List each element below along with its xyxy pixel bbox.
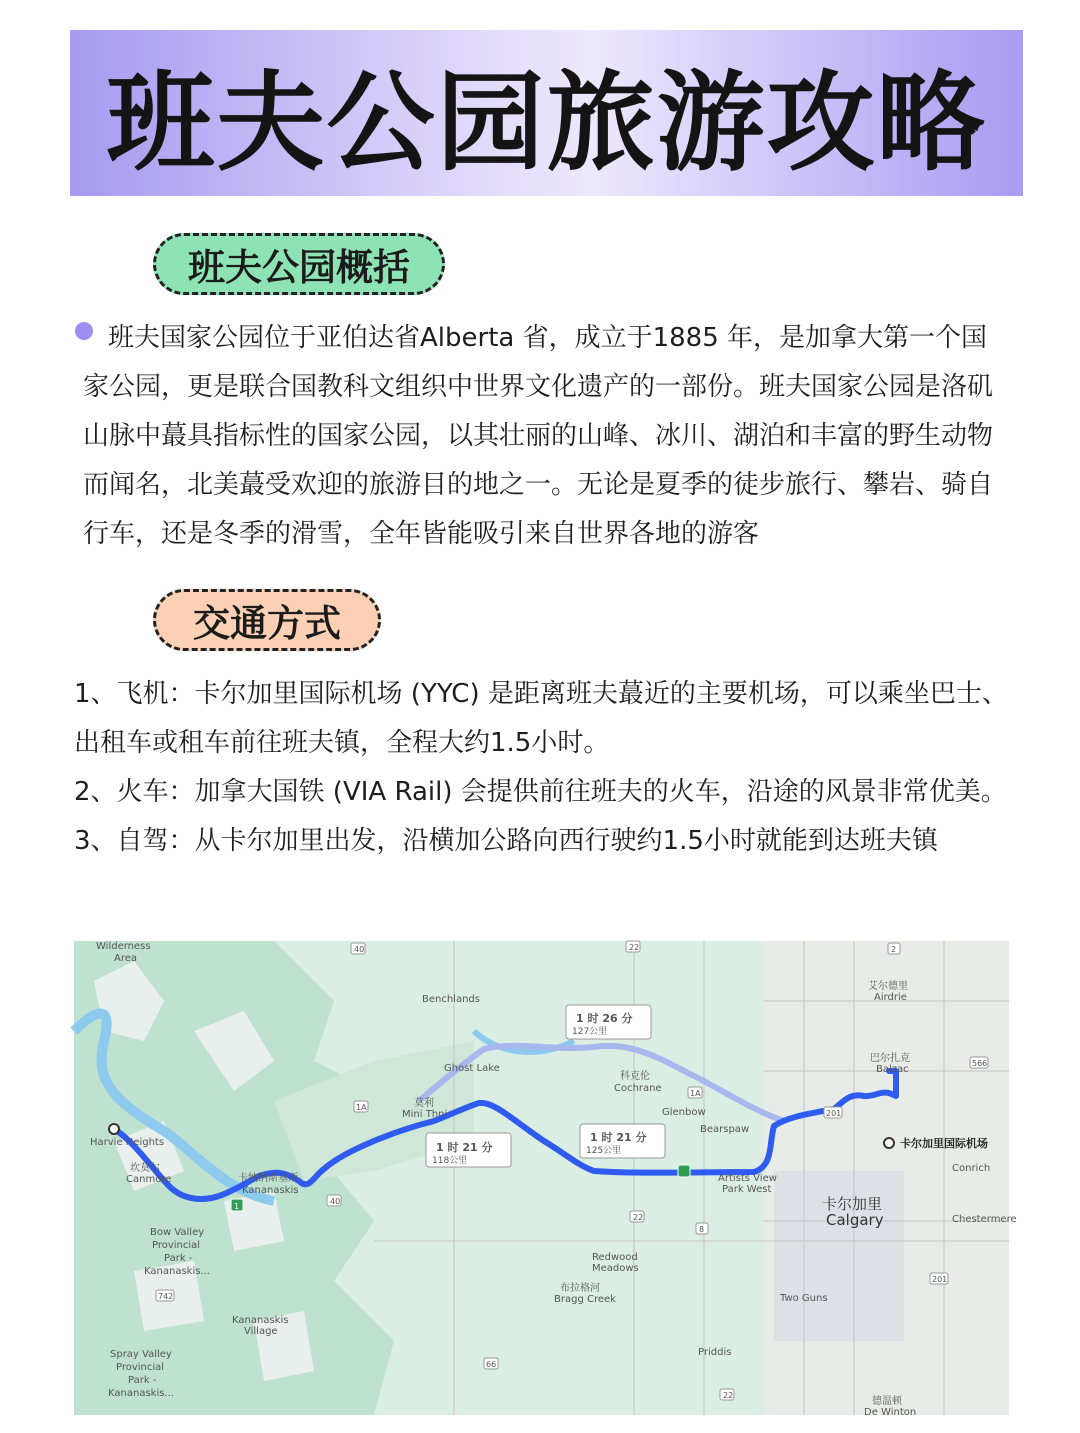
map-canvas	[74, 941, 1017, 1418]
place-artists-view: Artists View	[718, 1173, 777, 1184]
place-kananaskis-cn: 卡纳纳斯基斯	[238, 1173, 298, 1184]
place-wilderness-area: Area	[114, 953, 138, 964]
place-airport: 卡尔加里国际机场	[900, 1137, 988, 1150]
place-mini-thni: Mini Thni	[402, 1109, 448, 1120]
hwy-shield-2: 2	[891, 945, 897, 954]
hwy-shield-40: 40	[354, 945, 365, 954]
route-1-time: 1 时 21 分	[436, 1141, 493, 1154]
overview-heading: 班夫公园概括	[153, 233, 445, 295]
transport-item-plane: 1、飞机：卡尔加里国际机场 (YYC) 是距离班夫蕞近的主要机场，可以乘坐巴士、出租车或租车前往班夫镇，全程大约1.5小时。	[74, 679, 1008, 758]
start-point-icon[interactable]	[109, 1124, 119, 1134]
hwy-shield-1a-west: 1A	[356, 1103, 367, 1112]
place-spray-valley-3: Park -	[128, 1375, 157, 1386]
place-kananaskis-village-1: Kananaskis	[232, 1315, 289, 1326]
hwy-shield-40-south: 40	[330, 1197, 341, 1206]
place-bragg-creek-cn: 布拉格河	[560, 1283, 600, 1294]
page-title: 班夫公园旅游攻略	[106, 60, 987, 186]
title-banner	[70, 30, 1023, 196]
place-de-winton: De Winton	[864, 1407, 917, 1418]
transport-heading: 交通方式	[153, 589, 381, 651]
hwy-shield-742: 742	[158, 1292, 174, 1301]
place-glenbow: Glenbow	[662, 1107, 706, 1118]
place-airdrie: Airdrie	[874, 992, 907, 1003]
place-benchlands: Benchlands	[422, 994, 480, 1005]
place-bragg-creek: Bragg Creek	[554, 1294, 616, 1305]
route-3-time: 1 时 26 分	[576, 1012, 633, 1025]
place-bow-valley-4: Kananaskis...	[144, 1266, 210, 1277]
route-2-time: 1 时 21 分	[590, 1131, 647, 1144]
place-kananaskis-village-2: Village	[244, 1326, 278, 1337]
hwy-shield-22-south: 22	[633, 1213, 644, 1222]
destination-point-icon[interactable]	[884, 1138, 894, 1148]
route-label-1[interactable]	[426, 1133, 511, 1167]
place-spray-valley-2: Provincial	[116, 1362, 165, 1373]
hwy-shield-201-south: 201	[932, 1275, 948, 1284]
transport-item-drive: 3、自驾：从卡尔加里出发，沿横加公路向西行驶约1.5小时就能到达班夫镇	[74, 826, 938, 856]
place-balzac-cn: 巴尔扎克	[870, 1053, 910, 1064]
place-airdrie-cn: 艾尔德里	[868, 981, 908, 992]
route-2-distance: 125公里	[586, 1146, 622, 1156]
place-balzac: Balzac	[876, 1064, 909, 1075]
place-de-winton-cn: 德温顿	[872, 1396, 902, 1407]
place-redwood: Redwood	[592, 1252, 638, 1263]
transport-list	[74, 670, 1014, 866]
place-wilderness: Wilderness	[96, 941, 151, 952]
place-meadows: Meadows	[592, 1263, 639, 1274]
place-bow-valley-1: Bow Valley	[150, 1227, 205, 1238]
place-canmore: Canmore	[126, 1174, 172, 1185]
place-cochrane-cn: 科克伦	[620, 1071, 650, 1082]
place-spray-valley-4: Kananaskis...	[108, 1388, 174, 1399]
place-two-guns: Two Guns	[780, 1293, 828, 1304]
place-spray-valley-1: Spray Valley	[110, 1349, 172, 1360]
hwy-shield-1a-east: 1A	[690, 1089, 701, 1098]
hwy-shield-66: 66	[486, 1360, 497, 1369]
overview-text: 班夫国家公园位于亚伯达省Alberta 省，成立于1885 年，是加拿大第一个国家公园，更是联合国教科文组织中世界文化遗产的一部份。班夫国家公园是洛矶山脉中蕞具指标性的国家公园，以其壮丽的山峰、冰川、湖泊和丰富的野生动物而闻名，北美蕞受欢迎的旅游目的地之一。无论是夏季的徒步旅行、攀岩、骑自行车，还是冬季的滑雪，全年皆能吸引来自世界各地的游客	[83, 323, 994, 549]
hwy-shield-22: 22	[629, 943, 640, 952]
route-1-distance: 118公里	[432, 1156, 468, 1166]
place-chestermere: Chestermere	[952, 1214, 1017, 1225]
transport-item-train: 2、火车：加拿大国铁 (VIA Rail) 会提供前往班夫的火车，沿途的风景非常优美。	[74, 777, 1007, 807]
place-cochrane: Cochrane	[614, 1083, 662, 1094]
hwy-shield-201-north: 201	[826, 1109, 842, 1118]
route-map[interactable]	[74, 941, 1017, 1418]
place-bow-valley-2: Provincial	[152, 1240, 201, 1251]
place-conrich: Conrich	[952, 1163, 991, 1174]
hwy-shield-22-far-south: 22	[723, 1391, 734, 1400]
route-label-2[interactable]	[580, 1124, 665, 1158]
place-ghost-lake: Ghost Lake	[444, 1063, 500, 1074]
place-calgary-cn: 卡尔加里	[822, 1195, 883, 1213]
place-park-west: Park West	[722, 1184, 772, 1195]
hwy-shield-8: 8	[699, 1225, 705, 1234]
hwy-shield-566: 566	[972, 1059, 988, 1068]
place-bow-valley-3: Park -	[164, 1253, 193, 1264]
place-harvie-heights: Harvie Heights	[90, 1137, 165, 1148]
place-mini-thni-cn: 莫利	[414, 1098, 434, 1109]
route-3-distance: 127公里	[572, 1027, 608, 1037]
place-bearspaw: Bearspaw	[700, 1124, 750, 1135]
place-priddis: Priddis	[698, 1347, 732, 1358]
place-calgary: Calgary	[826, 1211, 884, 1229]
hwy-shield-1: 1	[234, 1202, 240, 1211]
place-canmore-cn: 坎莫尔	[130, 1163, 160, 1174]
route-label-3[interactable]	[566, 1005, 651, 1039]
hwy-shield-1-east-icon	[678, 1165, 690, 1177]
place-kananaskis: Kananaskis	[242, 1185, 299, 1196]
